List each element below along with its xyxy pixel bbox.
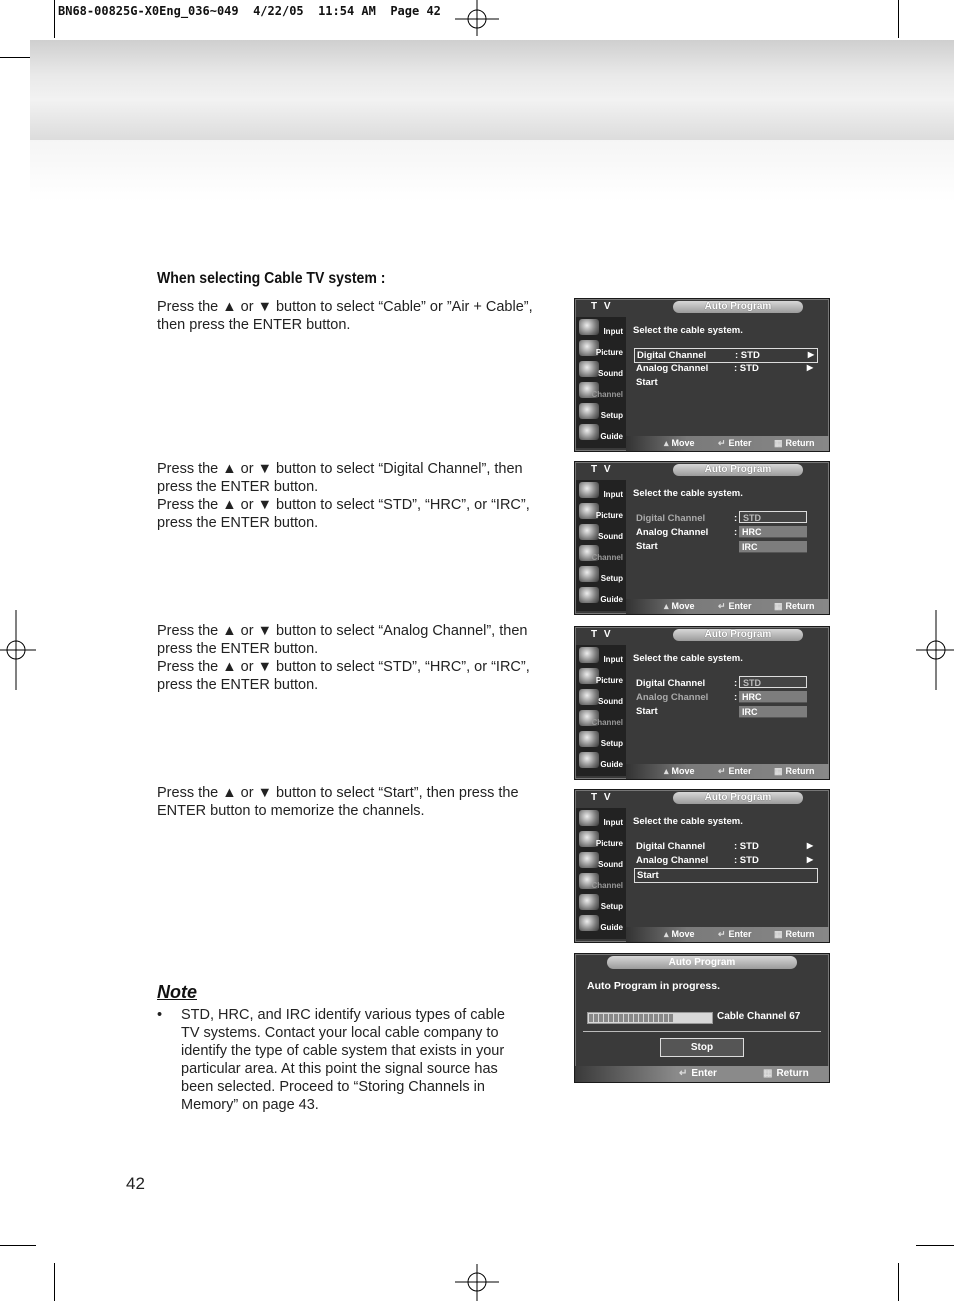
menu-sound[interactable]: Sound: [576, 850, 626, 870]
analog-channel-row[interactable]: Analog Channel : STD ▶: [636, 363, 813, 374]
start-row[interactable]: Start: [636, 377, 658, 388]
menu-icon: ▦: [763, 1068, 773, 1079]
return-hint: ▦ Return: [774, 601, 815, 611]
prompt-text: Select the cable system.: [633, 816, 743, 827]
updown-icon: ▴: [664, 766, 669, 776]
menu-title: Auto Program: [673, 792, 803, 804]
osd-sidebar: [576, 480, 626, 611]
menu-title: Auto Program: [673, 629, 803, 641]
prompt-text: Select the cable system.: [633, 488, 743, 499]
menu-channel[interactable]: Channel: [576, 708, 626, 728]
guide-icon: [579, 424, 599, 440]
guide-icon: [579, 587, 599, 603]
digital-channel-row[interactable]: Digital Channel : STD ▶: [634, 348, 818, 363]
enter-icon: ↵: [679, 1068, 688, 1079]
step-2-text: Press the ▲ or ▼ button to select “Digital Channel”, then press the ENTER button. Press the ▲ or ▼ button to select “STD”, “HRC”, or “IRC”, press the ENTER button.: [157, 461, 530, 531]
updown-icon: ▴: [664, 438, 669, 448]
option-std[interactable]: STD: [739, 676, 807, 688]
input-icon: [579, 647, 599, 663]
enter-icon: ↵: [718, 929, 726, 939]
return-hint: ▦ Return: [774, 438, 815, 448]
option-irc[interactable]: IRC: [739, 706, 807, 718]
registration-mark-icon: [455, 1262, 499, 1301]
option-hrc[interactable]: HRC: [739, 526, 807, 538]
tv-label: T V: [591, 301, 613, 312]
crop-mark: [54, 1263, 55, 1301]
arrow-right-icon: ▶: [806, 363, 813, 372]
menu-icon: ▦: [774, 766, 783, 776]
osd-footer: [626, 599, 829, 614]
setup-icon: [579, 894, 599, 910]
step-4-text: Press the ▲ or ▼ button to select “Start”, then press the ENTER button to memorize the channels.: [157, 785, 519, 819]
menu-icon: ▦: [774, 438, 783, 448]
enter-icon: ↵: [718, 601, 726, 611]
menu-sound[interactable]: Sound: [576, 359, 626, 379]
arrow-right-icon: ▶: [807, 350, 814, 359]
move-hint: ▴ Move: [664, 438, 695, 448]
progress-message: Auto Program in progress.: [587, 980, 721, 992]
menu-picture[interactable]: Picture: [576, 501, 626, 521]
progress-bar: [587, 1012, 713, 1024]
arrow-right-icon: ▶: [806, 855, 813, 864]
menu-picture[interactable]: Picture: [576, 829, 626, 849]
return-hint: ▦ Return: [763, 1068, 809, 1079]
crop-mark: [916, 1245, 954, 1246]
sound-icon: [579, 689, 599, 705]
setup-icon: [579, 566, 599, 582]
digital-channel-row[interactable]: Digital Channel: [636, 513, 706, 524]
progress-fill: [589, 1014, 674, 1022]
enter-hint: ↵ Enter: [718, 766, 752, 776]
start-row[interactable]: Start: [636, 706, 658, 717]
tv-screen-3: T V Auto Program Input Picture Sound Channel Setup Guide Select the cable system. Digital Channel : STD Analog Channel : HRC Start IRC ▴ Move ↵ Enter ▦ Return: [574, 626, 830, 780]
menu-title: Auto Program: [673, 301, 803, 313]
tv-label: T V: [591, 629, 613, 640]
enter-hint: ↵ Enter: [718, 601, 752, 611]
tv-screen-2: T V Auto Program Input Picture Sound Channel Setup Guide Select the cable system. Digital Channel : STD Analog Channel : HRC Start IRC ▴ Move ↵ Enter ▦ Return: [574, 461, 830, 615]
move-hint: ▴ Move: [664, 601, 695, 611]
menu-icon: ▦: [774, 929, 783, 939]
setup-icon: [579, 403, 599, 419]
menu-channel[interactable]: Channel: [576, 380, 626, 400]
enter-hint: ↵ Enter: [718, 929, 752, 939]
menu-sound[interactable]: Sound: [576, 687, 626, 707]
digital-channel-row[interactable]: Digital Channel : STD ▶: [636, 841, 813, 852]
step-3-text: Press the ▲ or ▼ button to select “Analog Channel”, then press the ENTER button. Press the ▲ or ▼ button to select “STD”, “HRC”, or “IRC”, press the ENTER button.: [157, 623, 530, 693]
sound-icon: [579, 852, 599, 868]
note-title: Note: [157, 982, 197, 1002]
divider: [583, 1031, 821, 1032]
menu-input[interactable]: Input: [576, 317, 626, 337]
registration-mark-icon: [455, 0, 499, 40]
updown-icon: ▴: [664, 601, 669, 611]
osd-footer: [626, 436, 829, 451]
menu-channel[interactable]: Channel: [576, 871, 626, 891]
input-icon: [579, 810, 599, 826]
menu-guide[interactable]: Guide: [576, 750, 626, 770]
crop-mark: [898, 1263, 899, 1301]
option-hrc[interactable]: HRC: [739, 691, 807, 703]
option-std[interactable]: STD: [739, 511, 807, 523]
header-band-fade: [30, 140, 954, 202]
analog-channel-row[interactable]: Analog Channel: [636, 692, 709, 703]
stop-button[interactable]: Stop: [660, 1038, 744, 1057]
arrow-right-icon: ▶: [806, 841, 813, 850]
crop-mark: [54, 0, 55, 38]
updown-icon: ▴: [664, 929, 669, 939]
menu-input[interactable]: Input: [576, 480, 626, 500]
tv-label: T V: [591, 792, 613, 803]
move-hint: ▴ Move: [664, 929, 695, 939]
menu-picture[interactable]: Picture: [576, 666, 626, 686]
setup-icon: [579, 731, 599, 747]
progress-footer: [575, 1066, 829, 1082]
return-hint: ▦ Return: [774, 766, 815, 776]
sound-icon: [579, 361, 599, 377]
progress-title: Auto Program: [607, 956, 797, 969]
menu-sound[interactable]: Sound: [576, 522, 626, 542]
input-icon: [579, 482, 599, 498]
analog-channel-row[interactable]: Analog Channel : STD ▶: [636, 855, 813, 866]
move-hint: ▴ Move: [664, 766, 695, 776]
menu-guide[interactable]: Guide: [576, 913, 626, 933]
page-number: 42: [126, 1174, 145, 1193]
menu-guide[interactable]: Guide: [576, 422, 626, 442]
osd-footer: [626, 764, 829, 779]
enter-hint: ↵ Enter: [679, 1068, 717, 1079]
analog-channel-row[interactable]: Analog Channel: [636, 527, 709, 538]
prompt-text: Select the cable system.: [633, 325, 743, 336]
enter-hint: ↵ Enter: [718, 438, 752, 448]
registration-mark-icon: [916, 610, 954, 690]
menu-guide[interactable]: Guide: [576, 585, 626, 605]
guide-icon: [579, 752, 599, 768]
osd-footer: [626, 927, 829, 942]
return-hint: ▦ Return: [774, 929, 815, 939]
menu-setup[interactable]: Setup: [576, 564, 626, 584]
menu-input[interactable]: Input: [576, 808, 626, 828]
section-title: When selecting Cable TV system :: [157, 270, 386, 287]
enter-icon: ↵: [718, 438, 726, 448]
menu-picture[interactable]: Picture: [576, 338, 626, 358]
input-icon: [579, 319, 599, 335]
prompt-text: Select the cable system.: [633, 653, 743, 664]
start-row[interactable]: Start: [634, 868, 818, 883]
step-1-text: Press the ▲ or ▼ button to select “Cable” or ”Air + Cable”, then press the ENTER button.: [157, 299, 533, 333]
menu-input[interactable]: Input: [576, 645, 626, 665]
tv-screen-1: [574, 298, 830, 452]
auto-program-progress-screen: [574, 953, 830, 1083]
menu-icon: ▦: [774, 601, 783, 611]
header-band: [30, 40, 954, 140]
menu-channel[interactable]: Channel: [576, 543, 626, 563]
menu-title: Auto Program: [673, 464, 803, 476]
print-header: BN68-00825G-X0Eng_036~049 4/22/05 11:54 AM Page 42: [58, 4, 441, 18]
digital-channel-row[interactable]: Digital Channel: [636, 678, 706, 689]
osd-sidebar: [576, 645, 626, 776]
osd-sidebar: [576, 317, 626, 448]
osd-sidebar: [576, 808, 626, 939]
crop-mark: [0, 1245, 36, 1246]
sound-icon: [579, 524, 599, 540]
menu-setup[interactable]: Setup: [576, 401, 626, 421]
bullet: •: [157, 1007, 163, 1023]
option-irc[interactable]: IRC: [739, 541, 807, 553]
registration-mark-icon: [0, 610, 36, 690]
menu-setup[interactable]: Setup: [576, 892, 626, 912]
guide-icon: [579, 915, 599, 931]
tv-label: T V: [591, 464, 613, 475]
crop-mark: [898, 0, 899, 38]
start-row[interactable]: Start: [636, 541, 658, 552]
progress-status: Cable Channel 67: [717, 1011, 801, 1022]
menu-setup[interactable]: Setup: [576, 729, 626, 749]
enter-icon: ↵: [718, 766, 726, 776]
tv-screen-4: [574, 789, 830, 943]
